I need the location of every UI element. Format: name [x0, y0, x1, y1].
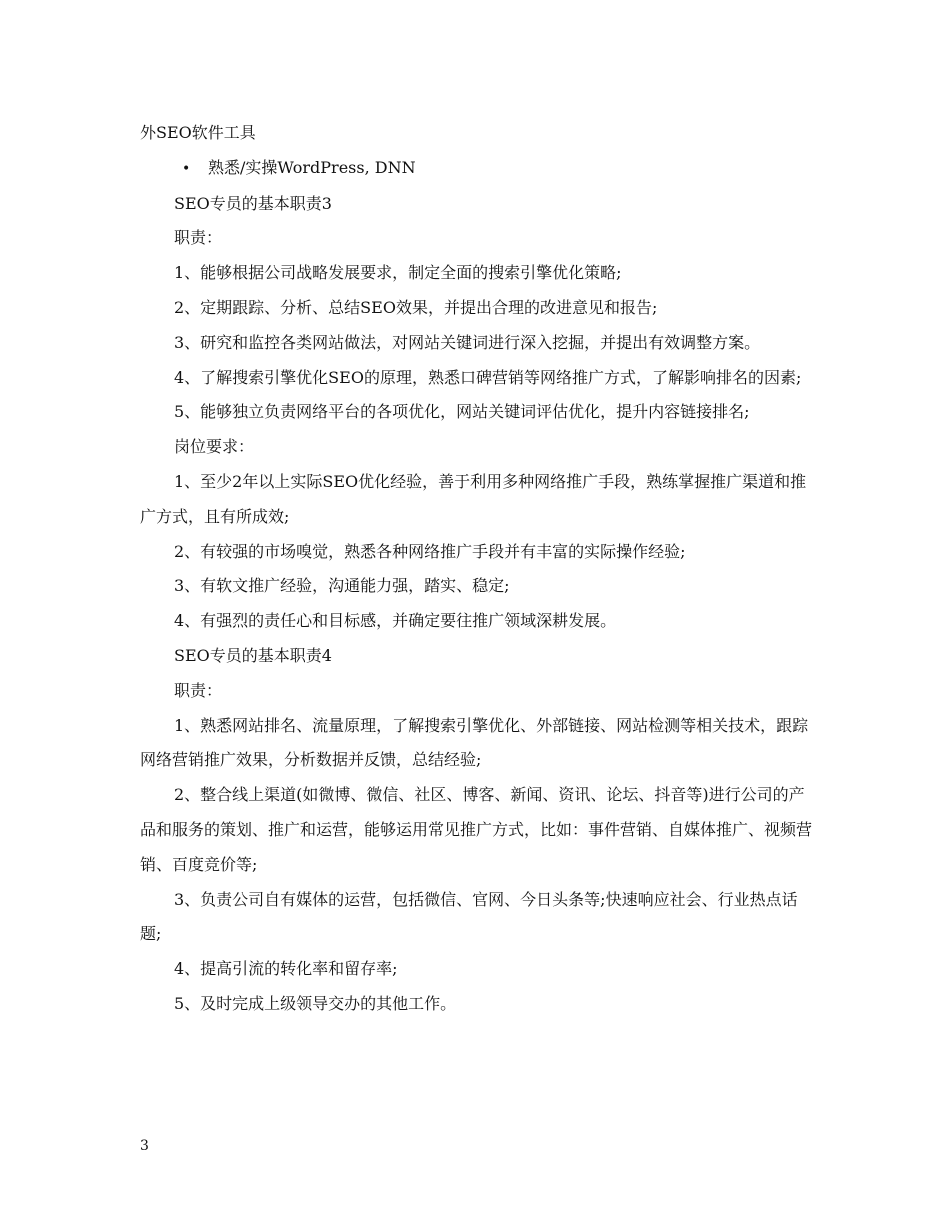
text-line: 1、能够根据公司战略发展要求，制定全面的搜索引擎优化策略;	[174, 263, 622, 283]
section-title: SEO专员的基本职责4	[174, 645, 332, 665]
text-line: 3、负责公司自有媒体的运营，包括微信、官网、今日头条等;快速响应社会、行业热点话题;	[140, 889, 798, 944]
text-line: 外SEO软件工具	[140, 123, 256, 142]
document-body	[140, 116, 812, 1022]
subsection-heading: 职责：	[174, 680, 223, 700]
text-line: 2、整合线上渠道(如微博、微信、社区、博客、新闻、资讯、论坛、抖音等)进行公司的产品和服务的策划、推广和运营，能够运用常见推广方式，比如：事件营销、自媒体推广、视频营销、百度竞价等;	[140, 785, 813, 874]
text-line: 3、有软文推广经验，沟通能力强，踏实、稳定;	[174, 576, 510, 596]
text-line: 5、能够独立负责网络平台的各项优化，网站关键词评估优化，提升内容链接排名;	[174, 402, 750, 422]
text-line: 4、有强烈的责任心和目标感，并确定要往推广领域深耕发展。	[174, 611, 617, 631]
bullet-text: 熟悉/实操WordPress, DNN	[208, 157, 416, 177]
page-number: 3	[140, 1138, 149, 1154]
bullet-icon: •	[182, 160, 191, 177]
text-line: 2、有较强的市场嗅觉，熟悉各种网络推广手段并有丰富的实际操作经验;	[174, 541, 686, 561]
text-line: 4、提高引流的转化率和留存率;	[174, 959, 398, 979]
text-line: 5、及时完成上级领导交办的其他工作。	[174, 993, 457, 1013]
text-line: 2、定期跟踪、分析、总结SEO效果，并提出合理的改进意见和报告;	[174, 297, 658, 317]
text-line: 3、研究和监控各类网站做法，对网站关键词进行深入挖掘，并提出有效调整方案。	[174, 332, 761, 352]
subsection-heading: 岗位要求：	[174, 437, 255, 457]
section-title: SEO专员的基本职责3	[174, 193, 332, 213]
subsection-heading: 职责：	[174, 228, 223, 248]
text-line: 1、至少2年以上实际SEO优化经验，善于利用多种网络推广手段，熟练掌握推广渠道和推广方式，且有所成效;	[140, 471, 807, 526]
text-line: 4、了解搜索引擎优化SEO的原理，熟悉口碑营销等网络推广方式，了解影响排名的因素;	[174, 367, 802, 387]
text-line: 1、熟悉网站排名、流量原理，了解搜索引擎优化、外部链接、网站检测等相关技术，跟踪网络营销推广效果，分析数据并反馈，总结经验;	[140, 715, 809, 770]
bullet-item	[140, 151, 812, 187]
